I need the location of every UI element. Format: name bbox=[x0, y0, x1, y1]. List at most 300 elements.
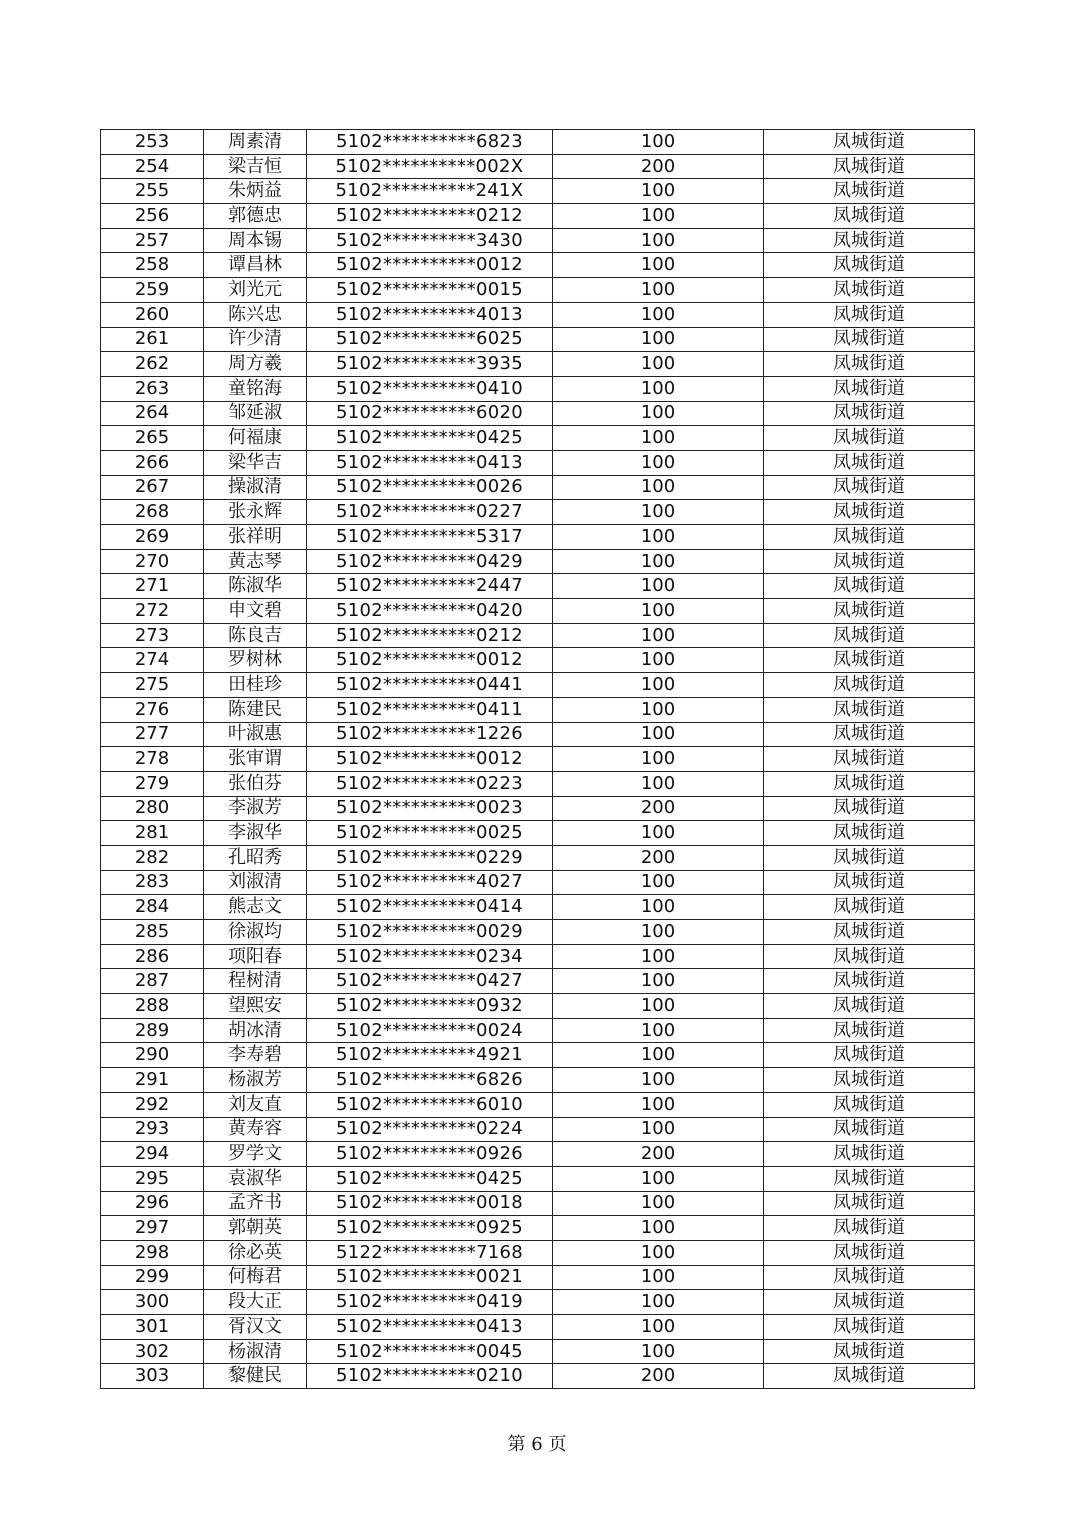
serial-cell: 293 bbox=[101, 1117, 204, 1142]
amount-cell: 100 bbox=[553, 1290, 764, 1315]
serial-cell: 254 bbox=[101, 154, 204, 179]
id-number-cell: 5102**********0212 bbox=[307, 623, 553, 648]
name-cell: 徐必英 bbox=[204, 1240, 307, 1265]
name-cell: 邹延淑 bbox=[204, 401, 307, 426]
table-row bbox=[101, 1043, 975, 1068]
name-cell: 张永辉 bbox=[204, 500, 307, 525]
amount-cell: 100 bbox=[553, 1117, 764, 1142]
subdistrict-cell: 凤城街道 bbox=[764, 845, 975, 870]
serial-cell: 295 bbox=[101, 1166, 204, 1191]
amount-cell: 100 bbox=[553, 574, 764, 599]
id-number-cell: 5102**********0223 bbox=[307, 771, 553, 796]
table-row bbox=[101, 1216, 975, 1241]
subdistrict-cell: 凤城街道 bbox=[764, 426, 975, 451]
amount-cell: 200 bbox=[553, 154, 764, 179]
serial-cell: 297 bbox=[101, 1216, 204, 1241]
subdistrict-cell: 凤城街道 bbox=[764, 179, 975, 204]
id-number-cell: 5102**********0410 bbox=[307, 376, 553, 401]
serial-cell: 303 bbox=[101, 1364, 204, 1389]
serial-cell: 281 bbox=[101, 821, 204, 846]
subdistrict-cell: 凤城街道 bbox=[764, 525, 975, 550]
table-row bbox=[101, 352, 975, 377]
amount-cell: 100 bbox=[553, 179, 764, 204]
id-number-cell: 5102**********0925 bbox=[307, 1216, 553, 1241]
subdistrict-cell: 凤城街道 bbox=[764, 253, 975, 278]
name-cell: 周方羲 bbox=[204, 352, 307, 377]
table-row bbox=[101, 599, 975, 624]
serial-cell: 299 bbox=[101, 1265, 204, 1290]
id-number-cell: 5102**********2447 bbox=[307, 574, 553, 599]
id-number-cell: 5102**********0234 bbox=[307, 944, 553, 969]
name-cell: 郭德忠 bbox=[204, 204, 307, 229]
subdistrict-cell: 凤城街道 bbox=[764, 1166, 975, 1191]
subdistrict-cell: 凤城街道 bbox=[764, 327, 975, 352]
serial-cell: 300 bbox=[101, 1290, 204, 1315]
subdistrict-cell: 凤城街道 bbox=[764, 969, 975, 994]
subdistrict-cell: 凤城街道 bbox=[764, 747, 975, 772]
subdistrict-cell: 凤城街道 bbox=[764, 944, 975, 969]
amount-cell: 100 bbox=[553, 450, 764, 475]
name-cell: 望熙安 bbox=[204, 994, 307, 1019]
amount-cell: 100 bbox=[553, 1068, 764, 1093]
subdistrict-cell: 凤城街道 bbox=[764, 154, 975, 179]
serial-cell: 288 bbox=[101, 994, 204, 1019]
subdistrict-cell: 凤城街道 bbox=[764, 500, 975, 525]
table-row bbox=[101, 426, 975, 451]
amount-cell: 100 bbox=[553, 599, 764, 624]
name-cell: 朱炳益 bbox=[204, 179, 307, 204]
table-row bbox=[101, 1339, 975, 1364]
amount-cell: 100 bbox=[553, 870, 764, 895]
table-row bbox=[101, 525, 975, 550]
page-number: 第 6 页 bbox=[507, 1434, 567, 1455]
table-row bbox=[101, 204, 975, 229]
amount-cell: 100 bbox=[553, 500, 764, 525]
amount-cell: 100 bbox=[553, 994, 764, 1019]
table-row bbox=[101, 1068, 975, 1093]
serial-cell: 286 bbox=[101, 944, 204, 969]
id-number-cell: 5102**********4027 bbox=[307, 870, 553, 895]
table-row bbox=[101, 574, 975, 599]
subdistrict-cell: 凤城街道 bbox=[764, 994, 975, 1019]
name-cell: 刘友直 bbox=[204, 1092, 307, 1117]
amount-cell: 100 bbox=[553, 401, 764, 426]
name-cell: 张审谓 bbox=[204, 747, 307, 772]
id-number-cell: 5102**********0025 bbox=[307, 821, 553, 846]
id-number-cell: 5102**********0411 bbox=[307, 697, 553, 722]
table-row bbox=[101, 500, 975, 525]
name-cell: 胥汉文 bbox=[204, 1315, 307, 1340]
id-number-cell: 5102**********4013 bbox=[307, 302, 553, 327]
table-row bbox=[101, 648, 975, 673]
subdistrict-cell: 凤城街道 bbox=[764, 771, 975, 796]
name-cell: 刘淑清 bbox=[204, 870, 307, 895]
serial-cell: 269 bbox=[101, 525, 204, 550]
amount-cell: 200 bbox=[553, 796, 764, 821]
subdistrict-cell: 凤城街道 bbox=[764, 1068, 975, 1093]
amount-cell: 100 bbox=[553, 475, 764, 500]
subdistrict-cell: 凤城街道 bbox=[764, 623, 975, 648]
name-cell: 程树清 bbox=[204, 969, 307, 994]
table-row bbox=[101, 302, 975, 327]
serial-cell: 291 bbox=[101, 1068, 204, 1093]
subdistrict-cell: 凤城街道 bbox=[764, 1018, 975, 1043]
table-row bbox=[101, 623, 975, 648]
table-row bbox=[101, 1364, 975, 1389]
id-number-cell: 5102**********0012 bbox=[307, 253, 553, 278]
name-cell: 杨淑清 bbox=[204, 1339, 307, 1364]
id-number-cell: 5102**********0932 bbox=[307, 994, 553, 1019]
id-number-cell: 5102**********0012 bbox=[307, 747, 553, 772]
amount-cell: 100 bbox=[553, 648, 764, 673]
id-number-cell: 5122**********7168 bbox=[307, 1240, 553, 1265]
serial-cell: 277 bbox=[101, 722, 204, 747]
serial-cell: 263 bbox=[101, 376, 204, 401]
id-number-cell: 5102**********002X bbox=[307, 154, 553, 179]
table-body bbox=[101, 130, 975, 1389]
subdistrict-cell: 凤城街道 bbox=[764, 450, 975, 475]
serial-cell: 298 bbox=[101, 1240, 204, 1265]
serial-cell: 292 bbox=[101, 1092, 204, 1117]
amount-cell: 100 bbox=[553, 549, 764, 574]
amount-cell: 200 bbox=[553, 845, 764, 870]
table-row bbox=[101, 327, 975, 352]
amount-cell: 100 bbox=[553, 969, 764, 994]
subdistrict-cell: 凤城街道 bbox=[764, 1092, 975, 1117]
table-row bbox=[101, 1290, 975, 1315]
amount-cell: 100 bbox=[553, 771, 764, 796]
subdistrict-cell: 凤城街道 bbox=[764, 796, 975, 821]
id-number-cell: 5102**********6010 bbox=[307, 1092, 553, 1117]
name-cell: 杨淑芳 bbox=[204, 1068, 307, 1093]
table-row bbox=[101, 673, 975, 698]
subdistrict-cell: 凤城街道 bbox=[764, 648, 975, 673]
subdistrict-cell: 凤城街道 bbox=[764, 920, 975, 945]
serial-cell: 267 bbox=[101, 475, 204, 500]
name-cell: 刘光元 bbox=[204, 278, 307, 303]
name-cell: 何福康 bbox=[204, 426, 307, 451]
subdistrict-cell: 凤城街道 bbox=[764, 673, 975, 698]
table-row bbox=[101, 1315, 975, 1340]
serial-cell: 302 bbox=[101, 1339, 204, 1364]
subdistrict-cell: 凤城街道 bbox=[764, 1216, 975, 1241]
serial-cell: 279 bbox=[101, 771, 204, 796]
serial-cell: 280 bbox=[101, 796, 204, 821]
name-cell: 李淑芳 bbox=[204, 796, 307, 821]
name-cell: 陈淑华 bbox=[204, 574, 307, 599]
table-row bbox=[101, 747, 975, 772]
amount-cell: 100 bbox=[553, 426, 764, 451]
name-cell: 罗学文 bbox=[204, 1142, 307, 1167]
table-row bbox=[101, 376, 975, 401]
table-row bbox=[101, 1191, 975, 1216]
serial-cell: 294 bbox=[101, 1142, 204, 1167]
subdistrict-cell: 凤城街道 bbox=[764, 1339, 975, 1364]
name-cell: 梁吉恒 bbox=[204, 154, 307, 179]
id-number-cell: 5102**********0212 bbox=[307, 204, 553, 229]
id-number-cell: 5102**********0024 bbox=[307, 1018, 553, 1043]
id-number-cell: 5102**********0227 bbox=[307, 500, 553, 525]
amount-cell: 100 bbox=[553, 1191, 764, 1216]
id-number-cell: 5102**********0420 bbox=[307, 599, 553, 624]
table-row bbox=[101, 1265, 975, 1290]
id-number-cell: 5102**********6826 bbox=[307, 1068, 553, 1093]
name-cell: 许少清 bbox=[204, 327, 307, 352]
amount-cell: 100 bbox=[553, 1018, 764, 1043]
subdistrict-cell: 凤城街道 bbox=[764, 722, 975, 747]
name-cell: 袁淑华 bbox=[204, 1166, 307, 1191]
id-number-cell: 5102**********0926 bbox=[307, 1142, 553, 1167]
subdistrict-cell: 凤城街道 bbox=[764, 1142, 975, 1167]
serial-cell: 276 bbox=[101, 697, 204, 722]
table-row bbox=[101, 1092, 975, 1117]
table-row bbox=[101, 1166, 975, 1191]
amount-cell: 100 bbox=[553, 228, 764, 253]
id-number-cell: 5102**********0012 bbox=[307, 648, 553, 673]
id-number-cell: 5102**********0023 bbox=[307, 796, 553, 821]
name-cell: 操淑清 bbox=[204, 475, 307, 500]
serial-cell: 289 bbox=[101, 1018, 204, 1043]
id-number-cell: 5102**********0414 bbox=[307, 895, 553, 920]
amount-cell: 100 bbox=[553, 278, 764, 303]
subdistrict-cell: 凤城街道 bbox=[764, 204, 975, 229]
subdistrict-cell: 凤城街道 bbox=[764, 697, 975, 722]
name-cell: 田桂珍 bbox=[204, 673, 307, 698]
subdistrict-cell: 凤城街道 bbox=[764, 401, 975, 426]
subdistrict-cell: 凤城街道 bbox=[764, 1265, 975, 1290]
serial-cell: 283 bbox=[101, 870, 204, 895]
serial-cell: 266 bbox=[101, 450, 204, 475]
table-row bbox=[101, 130, 975, 155]
table-row bbox=[101, 179, 975, 204]
serial-cell: 264 bbox=[101, 401, 204, 426]
serial-cell: 270 bbox=[101, 549, 204, 574]
id-number-cell: 5102**********0021 bbox=[307, 1265, 553, 1290]
amount-cell: 100 bbox=[553, 253, 764, 278]
serial-cell: 273 bbox=[101, 623, 204, 648]
name-cell: 胡冰清 bbox=[204, 1018, 307, 1043]
subdistrict-cell: 凤城街道 bbox=[764, 574, 975, 599]
subdistrict-cell: 凤城街道 bbox=[764, 821, 975, 846]
amount-cell: 100 bbox=[553, 944, 764, 969]
serial-cell: 282 bbox=[101, 845, 204, 870]
name-cell: 梁华吉 bbox=[204, 450, 307, 475]
table-row bbox=[101, 870, 975, 895]
amount-cell: 100 bbox=[553, 821, 764, 846]
subdistrict-cell: 凤城街道 bbox=[764, 549, 975, 574]
id-number-cell: 5102**********6025 bbox=[307, 327, 553, 352]
name-cell: 周本锡 bbox=[204, 228, 307, 253]
amount-cell: 100 bbox=[553, 673, 764, 698]
serial-cell: 258 bbox=[101, 253, 204, 278]
amount-cell: 100 bbox=[553, 895, 764, 920]
serial-cell: 296 bbox=[101, 1191, 204, 1216]
name-cell: 陈良吉 bbox=[204, 623, 307, 648]
id-number-cell: 5102**********0224 bbox=[307, 1117, 553, 1142]
serial-cell: 260 bbox=[101, 302, 204, 327]
amount-cell: 100 bbox=[553, 747, 764, 772]
name-cell: 陈兴忠 bbox=[204, 302, 307, 327]
serial-cell: 268 bbox=[101, 500, 204, 525]
subdistrict-cell: 凤城街道 bbox=[764, 1043, 975, 1068]
table-row bbox=[101, 278, 975, 303]
amount-cell: 100 bbox=[553, 204, 764, 229]
name-cell: 段大正 bbox=[204, 1290, 307, 1315]
name-cell: 黎健民 bbox=[204, 1364, 307, 1389]
amount-cell: 100 bbox=[553, 920, 764, 945]
name-cell: 项阳春 bbox=[204, 944, 307, 969]
amount-cell: 100 bbox=[553, 1240, 764, 1265]
table-row bbox=[101, 401, 975, 426]
table-row bbox=[101, 969, 975, 994]
serial-cell: 257 bbox=[101, 228, 204, 253]
id-number-cell: 5102**********3430 bbox=[307, 228, 553, 253]
name-cell: 张祥明 bbox=[204, 525, 307, 550]
amount-cell: 100 bbox=[553, 376, 764, 401]
id-number-cell: 5102**********0413 bbox=[307, 450, 553, 475]
name-cell: 郭朝英 bbox=[204, 1216, 307, 1241]
serial-cell: 290 bbox=[101, 1043, 204, 1068]
amount-cell: 100 bbox=[553, 623, 764, 648]
name-cell: 李淑华 bbox=[204, 821, 307, 846]
id-number-cell: 5102**********1226 bbox=[307, 722, 553, 747]
amount-cell: 100 bbox=[553, 352, 764, 377]
serial-cell: 285 bbox=[101, 920, 204, 945]
id-number-cell: 5102**********0427 bbox=[307, 969, 553, 994]
id-number-cell: 5102**********0425 bbox=[307, 426, 553, 451]
id-number-cell: 5102**********0419 bbox=[307, 1290, 553, 1315]
table-row bbox=[101, 697, 975, 722]
serial-cell: 255 bbox=[101, 179, 204, 204]
amount-cell: 100 bbox=[553, 1265, 764, 1290]
serial-cell: 253 bbox=[101, 130, 204, 155]
amount-cell: 100 bbox=[553, 1315, 764, 1340]
subdistrict-cell: 凤城街道 bbox=[764, 1315, 975, 1340]
id-number-cell: 5102**********0045 bbox=[307, 1339, 553, 1364]
id-number-cell: 5102**********0229 bbox=[307, 845, 553, 870]
id-number-cell: 5102**********5317 bbox=[307, 525, 553, 550]
amount-cell: 100 bbox=[553, 722, 764, 747]
name-cell: 罗树林 bbox=[204, 648, 307, 673]
name-cell: 童铭海 bbox=[204, 376, 307, 401]
amount-cell: 100 bbox=[553, 1166, 764, 1191]
table-row bbox=[101, 944, 975, 969]
serial-cell: 265 bbox=[101, 426, 204, 451]
id-number-cell: 5102**********0029 bbox=[307, 920, 553, 945]
id-number-cell: 5102**********0026 bbox=[307, 475, 553, 500]
table-row bbox=[101, 475, 975, 500]
name-cell: 谭昌林 bbox=[204, 253, 307, 278]
subdistrict-cell: 凤城街道 bbox=[764, 895, 975, 920]
serial-cell: 274 bbox=[101, 648, 204, 673]
serial-cell: 256 bbox=[101, 204, 204, 229]
id-number-cell: 5102**********0413 bbox=[307, 1315, 553, 1340]
id-number-cell: 5102**********0210 bbox=[307, 1364, 553, 1389]
name-cell: 徐淑均 bbox=[204, 920, 307, 945]
table-row bbox=[101, 1018, 975, 1043]
table-row bbox=[101, 821, 975, 846]
table-row bbox=[101, 796, 975, 821]
subdistrict-cell: 凤城街道 bbox=[764, 1191, 975, 1216]
name-cell: 陈建民 bbox=[204, 697, 307, 722]
id-number-cell: 5102**********0015 bbox=[307, 278, 553, 303]
name-cell: 黄志琴 bbox=[204, 549, 307, 574]
name-cell: 熊志文 bbox=[204, 895, 307, 920]
serial-cell: 287 bbox=[101, 969, 204, 994]
subdistrict-cell: 凤城街道 bbox=[764, 302, 975, 327]
subdistrict-cell: 凤城街道 bbox=[764, 130, 975, 155]
amount-cell: 100 bbox=[553, 1339, 764, 1364]
subdistrict-cell: 凤城街道 bbox=[764, 278, 975, 303]
serial-cell: 278 bbox=[101, 747, 204, 772]
amount-cell: 100 bbox=[553, 1216, 764, 1241]
subdistrict-cell: 凤城街道 bbox=[764, 475, 975, 500]
subdistrict-cell: 凤城街道 bbox=[764, 1117, 975, 1142]
subdistrict-cell: 凤城街道 bbox=[764, 376, 975, 401]
id-number-cell: 5102**********6020 bbox=[307, 401, 553, 426]
name-cell: 申文碧 bbox=[204, 599, 307, 624]
subdistrict-cell: 凤城街道 bbox=[764, 228, 975, 253]
amount-cell: 100 bbox=[553, 525, 764, 550]
id-number-cell: 5102**********3935 bbox=[307, 352, 553, 377]
amount-cell: 100 bbox=[553, 697, 764, 722]
subdistrict-cell: 凤城街道 bbox=[764, 352, 975, 377]
name-cell: 黄寿容 bbox=[204, 1117, 307, 1142]
table-row bbox=[101, 1240, 975, 1265]
amount-cell: 100 bbox=[553, 1092, 764, 1117]
table-row bbox=[101, 845, 975, 870]
subdistrict-cell: 凤城街道 bbox=[764, 1290, 975, 1315]
table-row bbox=[101, 771, 975, 796]
serial-cell: 301 bbox=[101, 1315, 204, 1340]
amount-cell: 200 bbox=[553, 1364, 764, 1389]
subdistrict-cell: 凤城街道 bbox=[764, 870, 975, 895]
serial-cell: 262 bbox=[101, 352, 204, 377]
name-cell: 张伯芬 bbox=[204, 771, 307, 796]
table-row bbox=[101, 920, 975, 945]
name-cell: 孔昭秀 bbox=[204, 845, 307, 870]
subdistrict-cell: 凤城街道 bbox=[764, 1240, 975, 1265]
serial-cell: 259 bbox=[101, 278, 204, 303]
name-cell: 何梅君 bbox=[204, 1265, 307, 1290]
serial-cell: 284 bbox=[101, 895, 204, 920]
name-cell: 李寿碧 bbox=[204, 1043, 307, 1068]
serial-cell: 271 bbox=[101, 574, 204, 599]
amount-cell: 100 bbox=[553, 130, 764, 155]
amount-cell: 100 bbox=[553, 302, 764, 327]
table-row bbox=[101, 1117, 975, 1142]
table-row bbox=[101, 895, 975, 920]
amount-cell: 100 bbox=[553, 327, 764, 352]
subdistrict-cell: 凤城街道 bbox=[764, 1364, 975, 1389]
id-number-cell: 5102**********0018 bbox=[307, 1191, 553, 1216]
id-number-cell: 5102**********6823 bbox=[307, 130, 553, 155]
id-number-cell: 5102**********0425 bbox=[307, 1166, 553, 1191]
table-row bbox=[101, 722, 975, 747]
subdistrict-cell: 凤城街道 bbox=[764, 599, 975, 624]
table-row bbox=[101, 228, 975, 253]
table-row bbox=[101, 450, 975, 475]
name-cell: 孟齐书 bbox=[204, 1191, 307, 1216]
serial-cell: 275 bbox=[101, 673, 204, 698]
serial-cell: 261 bbox=[101, 327, 204, 352]
name-cell: 周素清 bbox=[204, 130, 307, 155]
recipient-table bbox=[100, 129, 975, 1389]
table-row bbox=[101, 253, 975, 278]
table-row bbox=[101, 549, 975, 574]
amount-cell: 100 bbox=[553, 1043, 764, 1068]
id-number-cell: 5102**********4921 bbox=[307, 1043, 553, 1068]
